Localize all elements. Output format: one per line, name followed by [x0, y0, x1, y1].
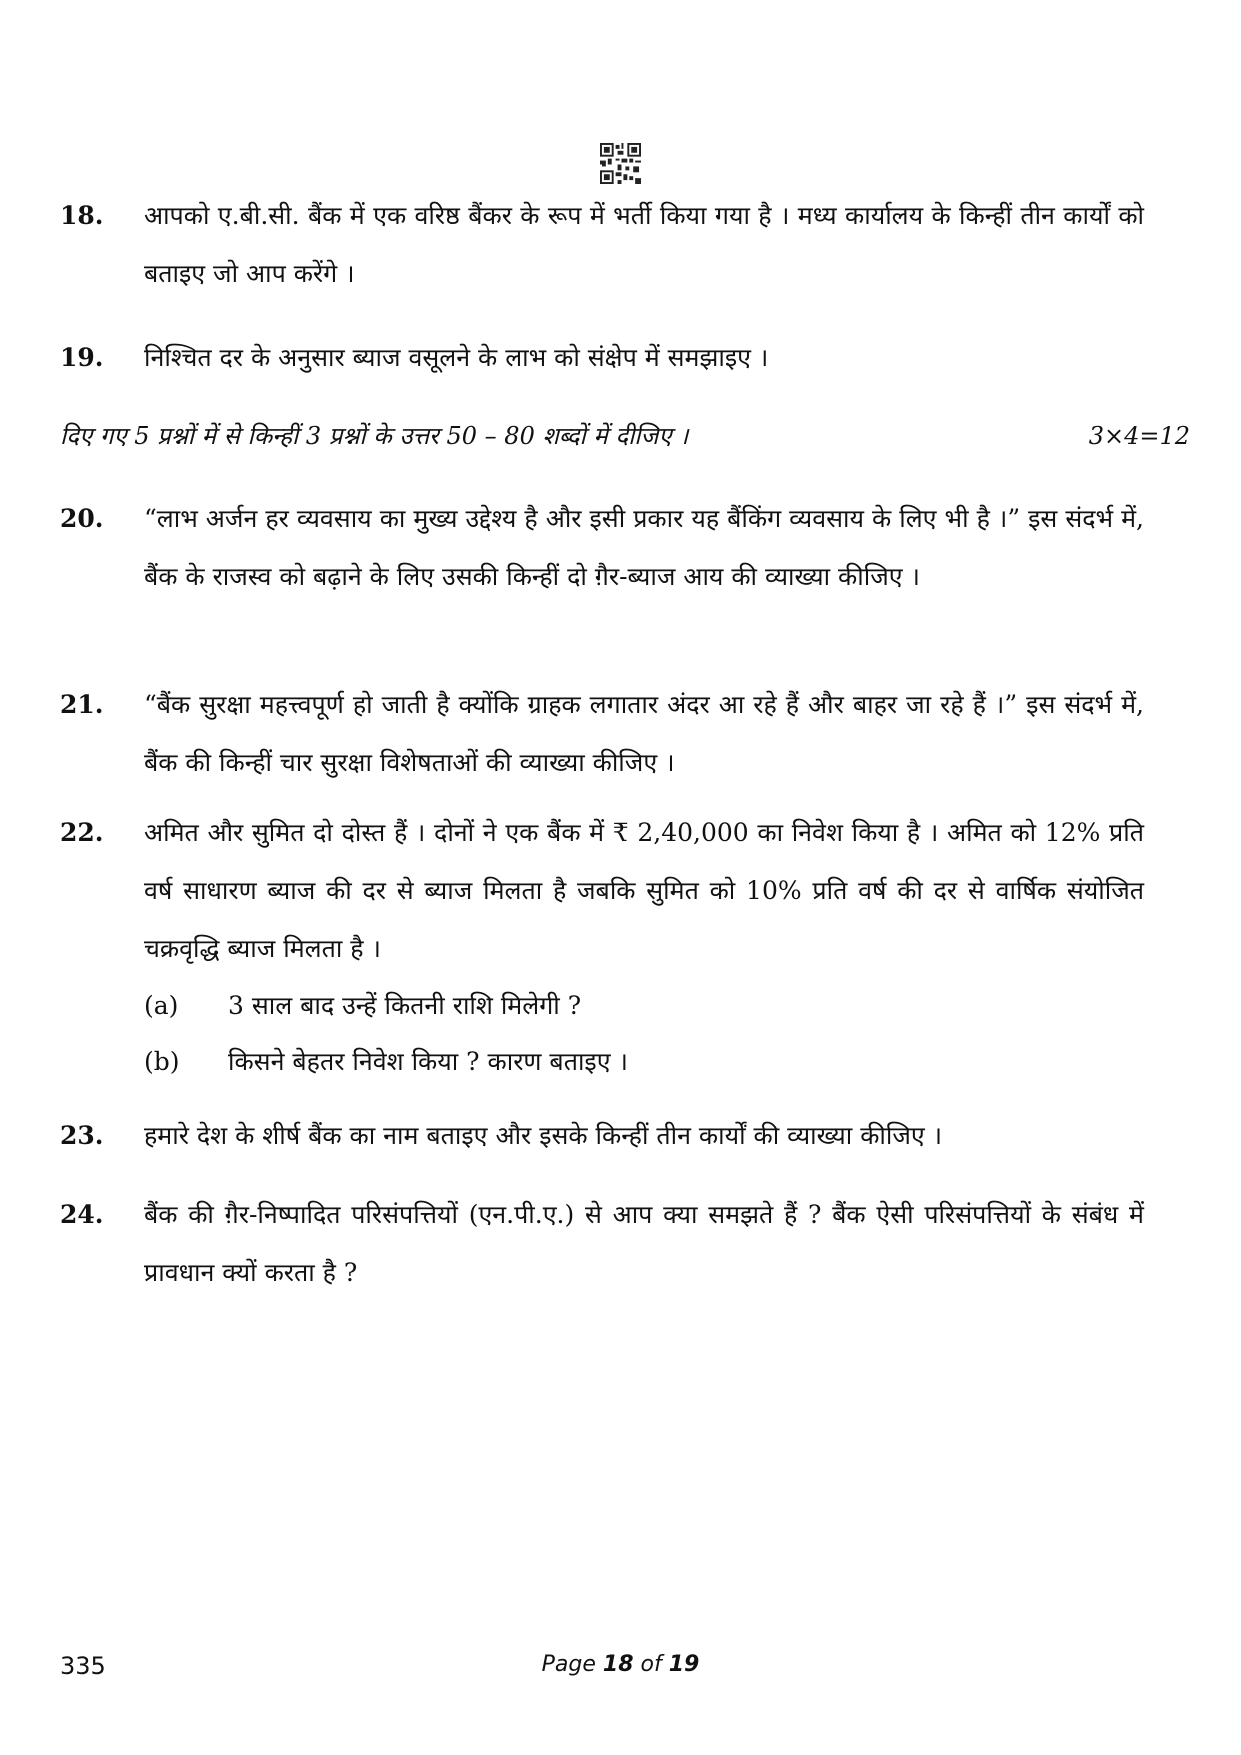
page-prefix: Page	[541, 1652, 603, 1677]
question-18	[60, 187, 1144, 303]
question-22	[60, 804, 1144, 1090]
subpart-b	[144, 1034, 1140, 1090]
subpart-a	[144, 978, 1140, 1034]
page-mid: of	[633, 1652, 669, 1677]
subpart-text: किसने बेहतर निवेश किया ? कारण बताइए ।	[228, 1047, 628, 1076]
question-number: 24.	[60, 1200, 104, 1229]
question-text: निश्चित दर के अनुसार ब्याज वसूलने के लाभ को संक्षेप में समझाइए ।	[144, 343, 769, 372]
qr-code	[600, 143, 641, 184]
subpart-text: 3 साल बाद उन्हें कितनी राशि मिलेगी ?	[228, 991, 582, 1020]
question-text: “लाभ अर्जन हर व्यवसाय का मुख्य उद्देश्य है और इसी प्रकार यह बैंकिंग व्यवसाय के लिए भी है ।” इस संदर्भ में, बैंक के राजस्व को बढ़ाने के लिए उसकी किन्हीं दो ग़ैर-ब्याज आय की व्याख्या कीजिए ।	[144, 504, 1144, 591]
page-current: 18	[602, 1652, 634, 1677]
question-number: 18.	[60, 201, 104, 230]
question-19	[60, 329, 1140, 387]
question-23	[60, 1107, 1140, 1165]
question-number: 21.	[60, 690, 104, 719]
question-number: 23.	[60, 1121, 104, 1150]
paper-code: 335	[60, 1652, 106, 1680]
section-marks: 3×4=12	[1088, 422, 1190, 450]
page-indicator	[0, 1652, 1241, 1677]
question-text: आपको ए.बी.सी. बैंक में एक वरिष्ठ बैंकर के रूप में भर्ती किया गया है । मध्य कार्यालय के किन्हीं तीन कार्यों को बताइए जो आप करेंगे ।	[144, 201, 1144, 288]
question-text: बैंक की ग़ैर-निष्पादित परिसंपत्तियों (एन.पी.ए.) से आप क्या समझते हैं ? बैंक ऐसी परिसंपत्तियों के संबंध में प्रावधान क्यों करता है ?	[144, 1200, 1144, 1287]
question-20	[60, 490, 1144, 606]
section-instruction	[60, 410, 1190, 462]
question-number: 22.	[60, 818, 104, 847]
subpart-label: (b)	[144, 1047, 180, 1076]
instruction-text: दिए गए 5 प्रश्नों में से किन्हीं 3 प्रश्नों के उत्तर 50 – 80 शब्दों में दीजिए ।	[60, 422, 689, 450]
subpart-label: (a)	[144, 991, 179, 1020]
question-21	[60, 676, 1144, 792]
question-24	[60, 1186, 1144, 1302]
question-text: अमित और सुमित दो दोस्त हैं । दोनों ने एक बैंक में ₹ 2,40,000 का निवेश किया है । अमित को 12% प्रति वर्ष साधारण ब्याज की दर से ब्याज मिलता है जबकि सुमित को 10% प्रति वर्ष की दर से वार्षिक संयोजित चक्रवृद्धि ब्याज मिलता है ।	[144, 818, 1144, 963]
question-number: 20.	[60, 504, 104, 533]
question-text: “बैंक सुरक्षा महत्त्वपूर्ण हो जाती है क्योंकि ग्राहक लगातार अंदर आ रहे हैं और बाहर जा रहे हैं ।” इस संदर्भ में, बैंक की किन्हीं चार सुरक्षा विशेषताओं की व्याख्या कीजिए ।	[144, 690, 1144, 777]
question-number: 19.	[60, 343, 104, 372]
page-total: 19	[668, 1652, 700, 1677]
question-text: हमारे देश के शीर्ष बैंक का नाम बताइए और इसके किन्हीं तीन कार्यों की व्याख्या कीजिए ।	[144, 1121, 943, 1150]
